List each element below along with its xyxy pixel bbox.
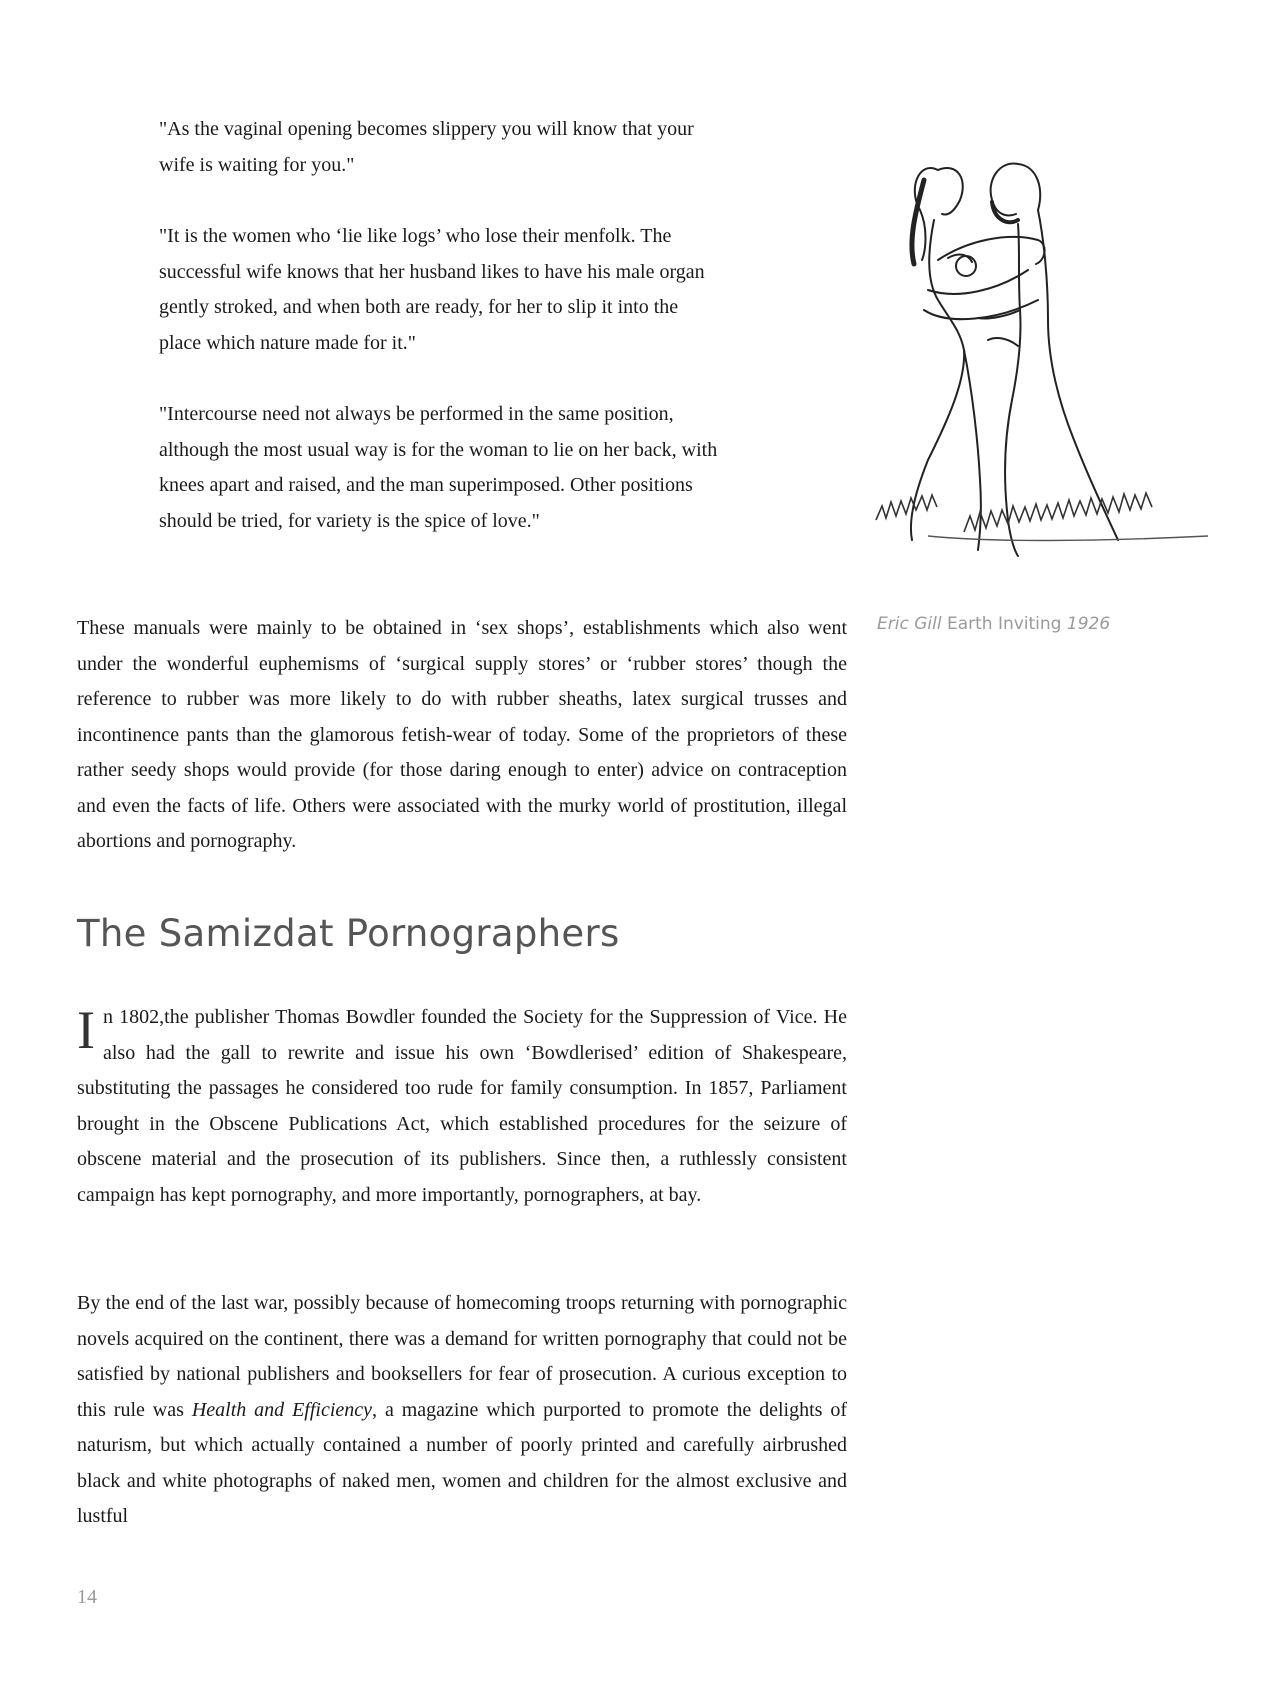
eric-gill-line-drawing	[868, 140, 1238, 600]
page-number: 14	[77, 1586, 97, 1608]
body-paragraph-3-before: By the end of the last war, possibly because of homecoming troops returning with pornographic novels acquired on the continent, there was a demand for written pornography that could not be satisfied by national publishers and booksellers for fear of prosecution. A curious exception to this rule was	[77, 1292, 847, 1421]
quote-2: "It is the women who ‘lie like logs’ who lose their menfolk. The successful wife knows that her husband likes to have his male organ gently stroked, and when both are ready, for her to slip it into the place which nature made for it."	[159, 225, 705, 354]
caption-artist: Eric Gill	[877, 614, 942, 634]
magazine-title: Health and Efficiency	[191, 1398, 373, 1421]
figure-caption	[877, 614, 1110, 634]
section-heading: The Samizdat Pornographers	[77, 912, 620, 955]
caption-year: 1926	[1066, 614, 1111, 634]
body-paragraph-3-after: , a magazine which purported to promote the delights of naturism, but which actually contained a number of poorly printed and carefully airbrushed black and white photographs of naked men, women and children for the almost exclusive and lustful	[77, 1398, 848, 1527]
quote-block	[159, 112, 719, 575]
body-paragraph-3	[77, 1286, 847, 1535]
body-paragraph-1: These manuals were mainly to be obtained in ‘sex shops’, establishments which also went under the wonderful euphemisms of ‘surgical supply stores’ or ‘rubber stores’ though the reference to rubber was more likely to do with rubber sheaths, latex surgical trusses and incontinence pants than the glamorous fetish-wear of today. Some of the proprietors of these rather seedy shops would provide (for those daring enough to enter) advice on contraception and even the facts of life. Others were associated with the murky world of prostitution, illegal abortions and pornography.	[77, 617, 847, 852]
quote-1: "As the vaginal opening becomes slippery you will know that your wife is waiting for you."	[159, 118, 694, 176]
caption-title: Earth Inviting	[946, 614, 1062, 634]
drop-cap: I	[77, 1000, 95, 1060]
body-paragraph-2-text: n 1802,the publisher Thomas Bowdler founded the Society for the Suppression of Vice. He also had the gall to rewrite and issue his own ‘Bowdlerised’ edition of Shakespeare, substituting the passages he considered too rude for family consumption. In 1857, Parliament brought in the Obscene Publications Act, which established procedures for the seizure of obscene material and the prosecution of its publishers. Since then, a ruthlessly consistent campaign has kept pornography, and more importantly, pornographers, at bay.	[77, 1006, 847, 1206]
body-paragraph-2	[77, 1000, 847, 1213]
quote-3: "Intercourse need not always be performed in the same position, although the most usual way is for the woman to lie on her back, with knees apart and raised, and the man superimposed. Other positions should be tried, for variety is the spice of love."	[159, 403, 718, 532]
